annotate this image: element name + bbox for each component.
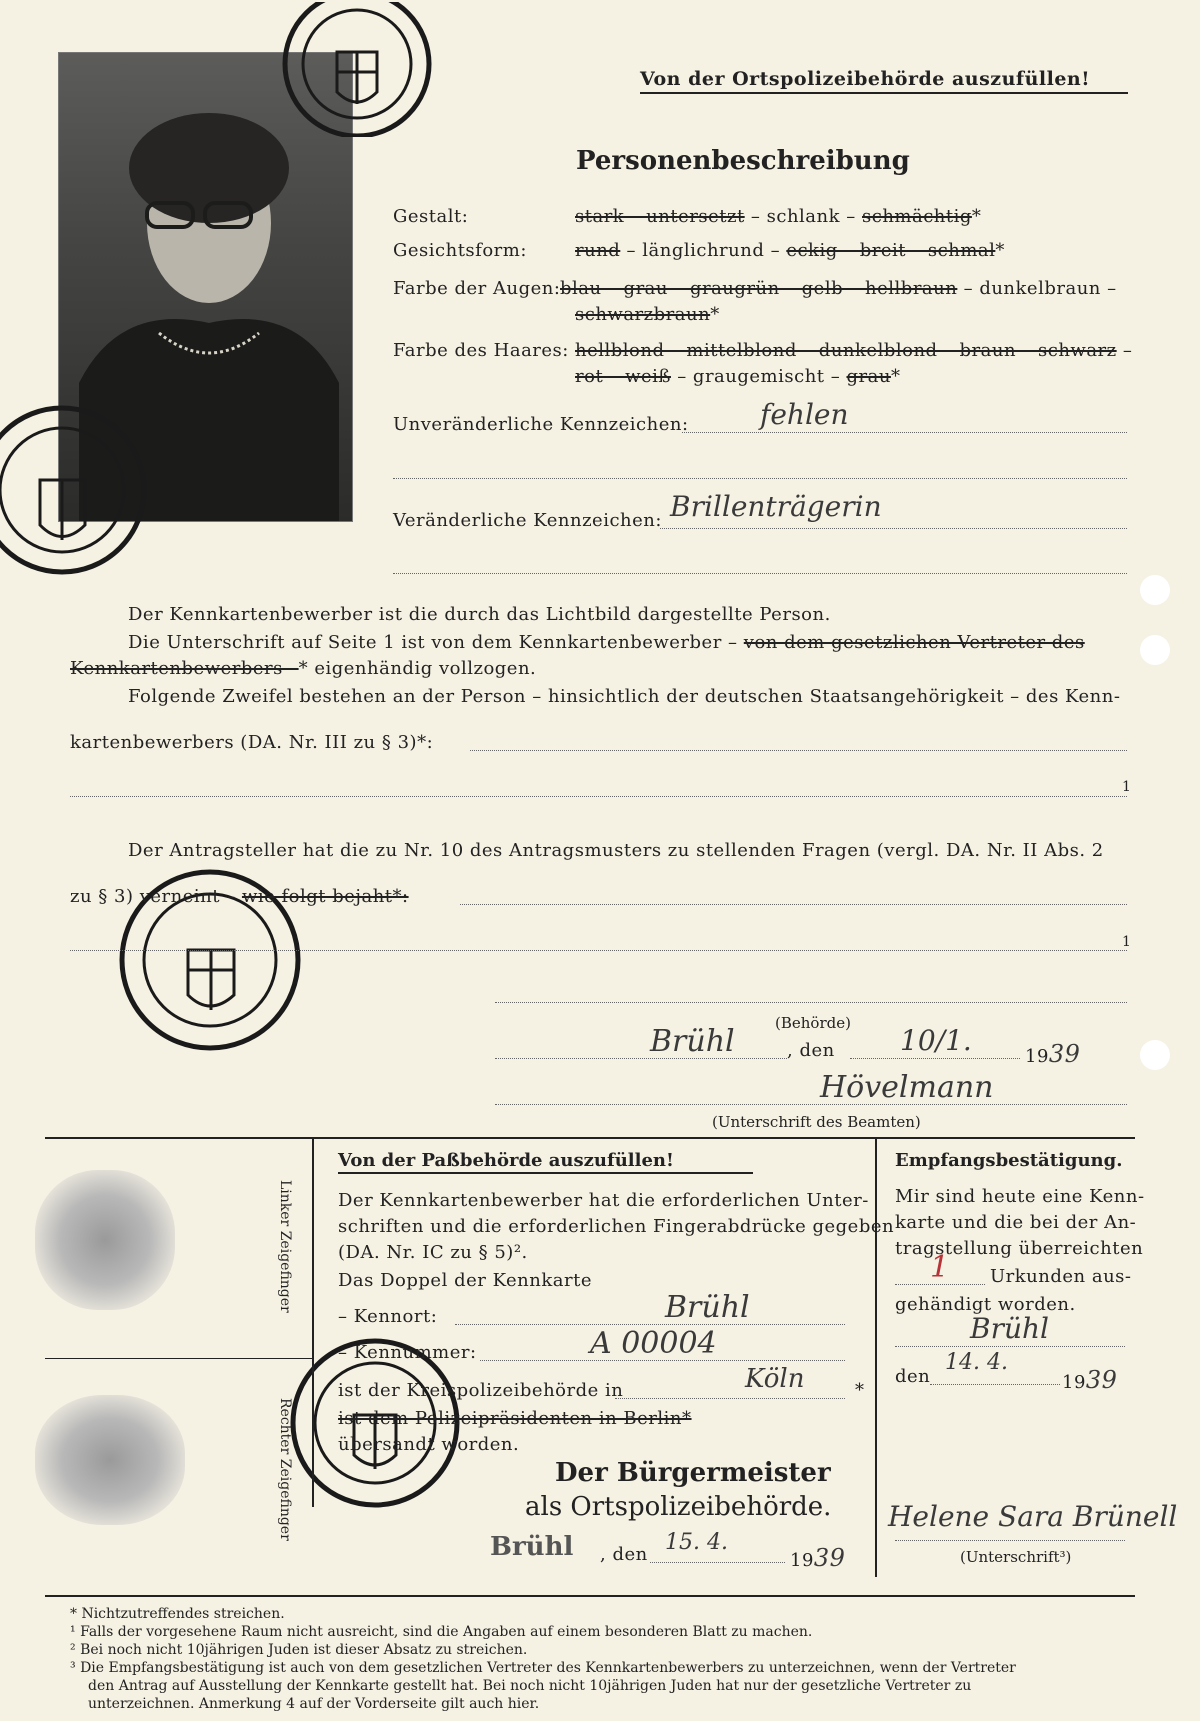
empfang-signature: Helene Sara Brünell [888, 1500, 1178, 1533]
place-line [495, 1058, 787, 1059]
veraenderlich-line-2 [393, 573, 1127, 574]
left-fingerprint [35, 1170, 175, 1310]
official-signature: Hövelmann [820, 1070, 994, 1105]
stamp-place: Brühl [490, 1532, 574, 1562]
unveraenderlich-line [682, 432, 1127, 433]
kreis-value: Köln [745, 1364, 805, 1394]
statement-unterschrift: Die Unterschrift auf Seite 1 ist von dem Kennkartenbewerber – von dem gesetzlichen Vertreter des [128, 632, 1085, 653]
unveraenderlich-line-2 [393, 478, 1127, 479]
signature-place: Brühl [650, 1024, 735, 1059]
city-seal-stamp-top [262, 2, 452, 137]
haare-label: Farbe des Haares: [393, 340, 569, 361]
gestalt-options: stark – untersetzt – schlank – schmächtig* [575, 206, 982, 227]
statement-antragsteller: Der Antragsteller hat die zu Nr. 10 des Antragsmusters zu stellenden Fragen (vergl. DA. Nr. II Abs. 2 [128, 840, 1104, 861]
augen-label: Farbe der Augen: [393, 278, 561, 299]
antragsteller-line-2 [70, 950, 1127, 951]
empfang-unterschrift-label: (Unterschrift³) [960, 1548, 1072, 1566]
passbehoerde-heading: Von der Paßbehörde auszufüllen! [338, 1150, 674, 1171]
empfang-count: 1 [930, 1250, 950, 1285]
gestalt-label: Gestalt: [393, 206, 469, 227]
left-fingerprint-label: Linker Zeigefinger [277, 1180, 293, 1313]
signature-year: 1939 [1025, 1040, 1081, 1068]
zweifel-line [470, 750, 1127, 751]
kennort-value: Brühl [665, 1290, 750, 1325]
right-fingerprint [35, 1395, 185, 1525]
empfang-column-border [875, 1137, 877, 1577]
empfang-line3: tragstellung überreichten [895, 1238, 1144, 1259]
passbehoerde-line4: Das Doppel der Kennkarte [338, 1270, 592, 1291]
kreis-star: * [855, 1380, 865, 1401]
statement-antragsteller-2: zu § 3) verneint – wie folgt bejaht*: [70, 886, 409, 907]
empfang-signature-line [895, 1540, 1125, 1541]
kreis-label: ist der Kreispolizeibehörde in [338, 1380, 624, 1401]
empfang-line4: Urkunden aus- [990, 1266, 1132, 1287]
fingerprint-divider [45, 1358, 312, 1359]
passbehoerde-den: , den [600, 1544, 648, 1565]
haare-options: hellblond – mittelblond – dunkelblond – braun – schwarz – [575, 340, 1133, 361]
veraenderlich-line [660, 528, 1127, 529]
ortspolizei-heading: Von der Ortspolizeibehörde auszufüllen! [640, 68, 1091, 90]
buergermeister-line1: Der Bürgermeister [555, 1458, 831, 1488]
kennnummer-value: A 00004 [590, 1326, 717, 1361]
empfang-line2: karte und die bei der An- [895, 1212, 1137, 1233]
statement-zweifel-2: kartenbewerbers (DA. Nr. III zu § 3)*: [70, 732, 434, 753]
footnote-3a: ³ Die Empfangsbestätigung ist auch von dem gesetzlichen Vertreter des Kennkartenbewerbers zu unterzeichnen, wenn der Vertreter [70, 1660, 1016, 1676]
gesichtsform-options: rund – länglichrund – eckig – breit – schmal* [575, 240, 1005, 261]
passbehoerde-date-line [650, 1562, 785, 1563]
kennnummer-label: – Kennummer: [338, 1342, 477, 1363]
empfang-place: Brühl [970, 1312, 1049, 1345]
passbehoerde-line1: Der Kennkartenbewerber hat die erforderlichen Unter- [338, 1190, 869, 1211]
zweifel-line-2 [70, 796, 1127, 797]
right-fingerprint-label: Rechter Zeigefinger [277, 1398, 293, 1541]
empfang-year: 1939 [1062, 1366, 1118, 1394]
kreis-line [615, 1398, 845, 1399]
passbehoerde-line3: (DA. Nr. IC zu § 5)². [338, 1242, 528, 1263]
heading-underline [640, 92, 1128, 94]
signature-date: 10/1. [900, 1024, 972, 1057]
passbehoerde-line2: schriften und die erforderlichen Fingerabdrücke gegeben [338, 1216, 895, 1237]
footnote-divider [45, 1595, 1135, 1597]
behoerde-label: (Behörde) [775, 1014, 851, 1032]
empfang-line5: gehändigt worden. [895, 1294, 1076, 1315]
punch-hole-upper [1140, 635, 1170, 665]
footnote-marker-2: 1 [1122, 934, 1131, 950]
antragsteller-line [460, 904, 1127, 905]
kennort-line [455, 1324, 845, 1325]
buergermeister-line2: als Ortspolizeibehörde. [525, 1492, 832, 1522]
passbehoerde-underline [338, 1172, 753, 1174]
unveraenderlich-label: Unveränderliche Kennzeichen: [393, 414, 689, 435]
passbehoerde-date: 15. 4. [665, 1530, 728, 1555]
city-seal-stamp-photo [0, 390, 150, 590]
footnote-1: ¹ Falls der vorgesehene Raum nicht ausreicht, sind die Angaben auf einem besonderen Blatt zu machen. [70, 1624, 813, 1640]
statement-zweifel: Folgende Zweifel bestehen an der Person – hinsichtlich der deutschen Staatsangehörigkeit – des Kenn- [128, 686, 1121, 707]
augen-options: blau – grau – graugrün – gelb – hellbraun – dunkelbraun – [560, 278, 1117, 299]
date-line [850, 1058, 1020, 1059]
empfang-line1: Mir sind heute eine Kenn- [895, 1186, 1145, 1207]
beamter-line [495, 1104, 1127, 1105]
footnote-star: * Nichtzutreffendes streichen. [70, 1606, 285, 1622]
unveraenderlich-value: fehlen [760, 398, 849, 431]
behoerde-line [495, 1002, 1127, 1003]
veraenderlich-value: Brillenträgerin [670, 490, 882, 523]
augen-options-line2: schwarzbraun* [575, 304, 720, 325]
punch-hole-lower [1140, 1040, 1170, 1070]
section-divider [45, 1137, 1135, 1139]
gesichtsform-label: Gesichtsform: [393, 240, 527, 261]
statement-unterschrift-2: Kennkartenbewerbers –* eigenhändig vollzogen. [70, 658, 537, 679]
berlin-struck: ist dem Polizeipräsidenten in Berlin* [338, 1408, 692, 1429]
personenbeschreibung-title: Personenbeschreibung [576, 146, 910, 176]
punch-hole-top [1140, 575, 1170, 605]
empfang-date: 14. 4. [945, 1350, 1008, 1375]
footnote-marker-1: 1 [1122, 779, 1131, 795]
fingerprint-column-border [312, 1137, 314, 1507]
empfang-den: den [895, 1366, 931, 1387]
kennort-label: – Kennort: [338, 1306, 438, 1327]
uebersandt: übersandt worden. [338, 1434, 520, 1455]
empfang-date-line [930, 1384, 1060, 1385]
passbehoerde-year: 1939 [790, 1544, 846, 1572]
footnote-3c: unterzeichnen. Anmerkung 4 auf der Vorderseite gilt auch hier. [88, 1696, 540, 1712]
empfang-heading: Empfangsbestätigung. [895, 1150, 1123, 1171]
veraenderlich-label: Veränderliche Kennzeichen: [393, 510, 662, 531]
footnote-2: ² Bei noch nicht 10jährigen Juden ist dieser Absatz zu streichen. [70, 1642, 528, 1658]
haare-options-line2: rot – weiß – graugemischt – grau* [575, 366, 901, 387]
empfang-place-line [895, 1346, 1125, 1347]
footnote-3b: den Antrag auf Ausstellung der Kennkarte gestellt hat. Bei noch nicht 10jährigen Juden hat nur der gesetzliche Vertreter zu [88, 1678, 972, 1694]
signature-den: , den [787, 1040, 835, 1061]
statement-lichtbild: Der Kennkartenbewerber ist die durch das Lichtbild dargestellte Person. [128, 604, 831, 625]
beamter-label: (Unterschrift des Beamten) [712, 1113, 921, 1131]
